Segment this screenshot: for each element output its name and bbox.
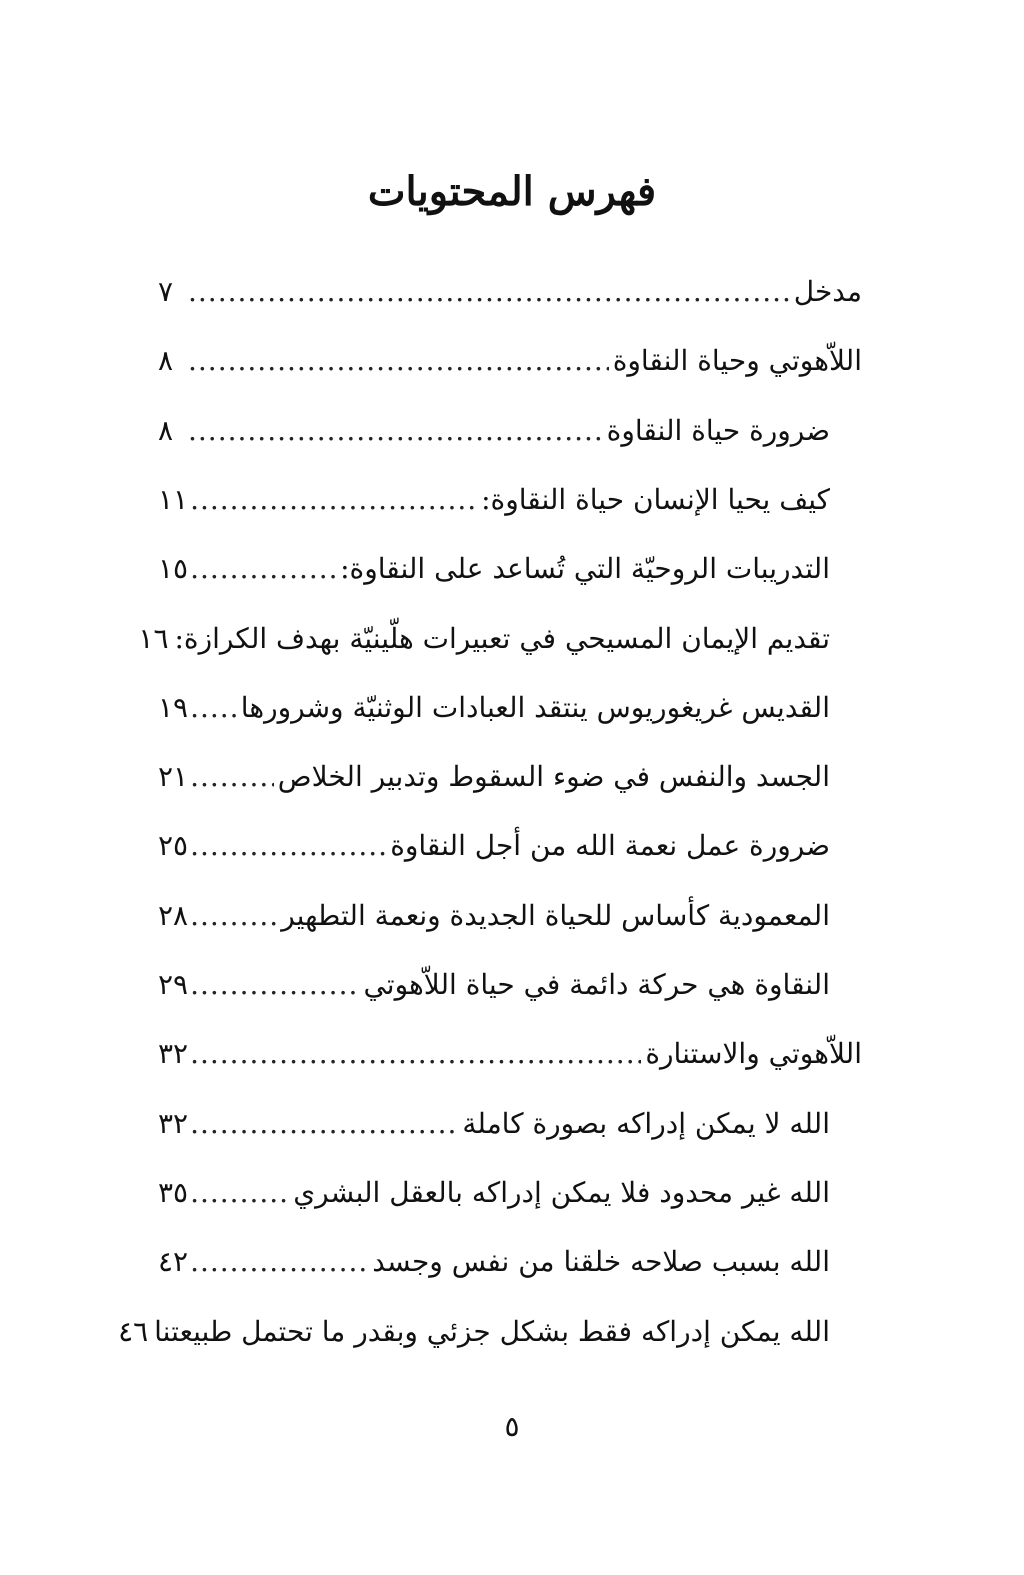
toc-entry-page-number: ٣٢ [158, 1107, 189, 1140]
toc-entry [158, 749, 830, 805]
dot-leader [190, 472, 477, 528]
toc-entry [158, 1165, 830, 1221]
toc-entry-label: اللاّهوتي وحياة النقاوة [612, 344, 862, 377]
toc-entry [158, 333, 862, 389]
toc-entry [158, 264, 862, 320]
toc-entry-page-number: ١٩ [158, 691, 189, 724]
toc-entry [158, 680, 830, 736]
toc-entry-label: الله بسبب صلاحه خلقنا من نفس وجسد [372, 1245, 830, 1278]
toc-entry-page-number: ٢٩ [158, 968, 189, 1001]
toc-entry-page-number: ٢٨ [158, 899, 189, 932]
toc-entry-label: النقاوة هي حركة دائمة في حياة اللاّهوتي [363, 968, 830, 1001]
toc-entry-page-number: ٨ [158, 344, 174, 377]
toc-entry-label: المعمودية كأساس للحياة الجديدة ونعمة التطهير [281, 899, 830, 932]
toc-entry-page-number: ١٦ [138, 622, 169, 655]
dot-leader [190, 749, 274, 805]
toc-entry-label: اللاّهوتي والاستنارة [645, 1037, 862, 1070]
toc-entry [158, 1096, 830, 1152]
toc-entry [158, 403, 830, 459]
toc-entry-page-number: ١١ [158, 483, 189, 516]
toc-entry [118, 1304, 830, 1360]
toc-entry-label: الجسد والنفس في ضوء السقوط وتدبير الخلاص [277, 760, 830, 793]
dot-leader [188, 403, 603, 459]
dot-leader [190, 541, 336, 597]
toc-entry-page-number: ٢٥ [158, 829, 189, 862]
toc-entry-page-number: ٢١ [158, 760, 189, 793]
toc-entry-page-number: ٤٢ [158, 1245, 189, 1278]
toc-entry-page-number: ٣٢ [158, 1037, 189, 1070]
toc-entry [158, 1234, 830, 1290]
toc-entry-page-number: ٨ [158, 414, 174, 447]
toc-entry-page-number: ٤٦ [118, 1315, 149, 1348]
dot-leader [190, 680, 237, 736]
dot-leader [190, 888, 277, 944]
toc-entry-label: التدريبات الروحيّة التي تُساعد على النقاوة: [340, 552, 830, 585]
toc-entry [158, 1026, 862, 1082]
toc-entry-label: ضرورة حياة النقاوة [606, 414, 830, 447]
dot-leader [190, 818, 386, 874]
toc-entry-label: تقديم الإيمان المسيحي في تعبيرات هلّينيّة بهدف الكرازة: [174, 622, 830, 655]
toc-entry [158, 818, 830, 874]
toc-entry-page-number: ٣٥ [158, 1176, 189, 1209]
toc-entry [158, 888, 830, 944]
dot-leader [190, 1096, 458, 1152]
toc-entry-page-number: ٧ [158, 275, 174, 308]
toc-entry-label: ضرورة عمل نعمة الله من أجل النقاوة [390, 829, 830, 862]
toc-entry [158, 541, 830, 597]
dot-leader [190, 1165, 289, 1221]
toc-entry-label: القديس غريغوريوس ينتقد العبادات الوثنيّة وشرورها [240, 691, 830, 724]
dot-leader [188, 333, 609, 389]
toc-entry [138, 611, 830, 667]
toc-entry-label: الله يمكن إدراكه فقط بشكل جزئي وبقدر ما تحتمل طبيعتنا [154, 1315, 830, 1348]
dot-leader [190, 957, 359, 1013]
dot-leader [188, 264, 790, 320]
toc-entry [158, 957, 830, 1013]
page-title: فهرس المحتويات [367, 168, 657, 215]
toc-entry-label: الله لا يمكن إدراكه بصورة كاملة [462, 1107, 830, 1140]
toc-entry-label: الله غير محدود فلا يمكن إدراكه بالعقل البشري [293, 1176, 830, 1209]
toc-entry [158, 472, 830, 528]
toc-entry-page-number: ١٥ [158, 552, 189, 585]
dot-leader [190, 1026, 641, 1082]
toc-entry-label: مدخل [793, 275, 862, 308]
toc-entry-label: كيف يحيا الإنسان حياة النقاوة: [481, 483, 830, 516]
dot-leader [190, 1234, 368, 1290]
page-number: ٥ [504, 1410, 520, 1443]
